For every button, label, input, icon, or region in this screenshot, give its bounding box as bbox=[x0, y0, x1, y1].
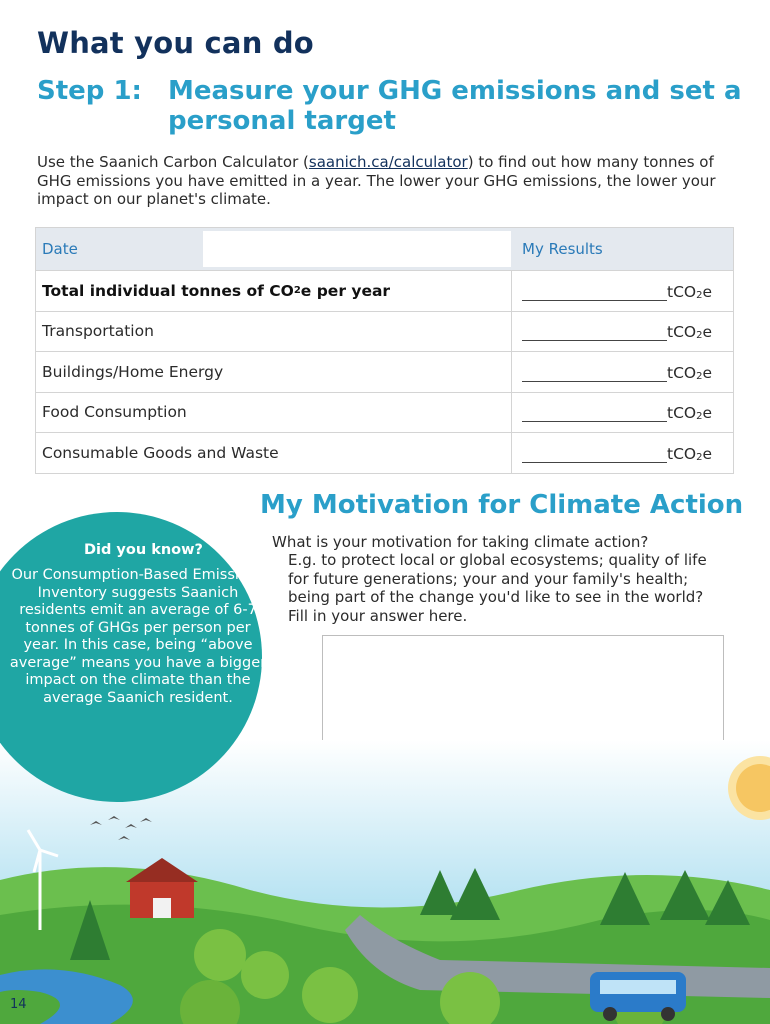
intro-text-before: Use the Saanich Carbon Calculator ( bbox=[37, 153, 309, 171]
result-field-goods-waste[interactable] bbox=[512, 433, 733, 473]
intro-paragraph bbox=[37, 153, 727, 209]
row-label-total-sub: 2 bbox=[293, 285, 301, 297]
unit-suffix: e bbox=[702, 404, 713, 422]
did-you-know-title: Did you know? bbox=[84, 542, 203, 558]
unit-suffix: e bbox=[702, 444, 713, 463]
row-label-goods-waste: Consumable Goods and Waste bbox=[36, 433, 512, 473]
unit-suffix: e bbox=[702, 323, 713, 341]
page-number: 14 bbox=[10, 997, 27, 1012]
table-row-food bbox=[36, 392, 733, 433]
blank-line[interactable] bbox=[522, 449, 667, 463]
result-field-buildings[interactable] bbox=[512, 352, 733, 392]
date-input-field[interactable] bbox=[202, 230, 512, 268]
unit-sub: 2 bbox=[696, 370, 703, 382]
motivation-examples: E.g. to protect local or global ecosystems; quality of life for future generations; your and your family's health; being part of the change you'd like to see in the world? Fill in your answer here. bbox=[288, 551, 707, 625]
row-label-buildings: Buildings/Home Energy bbox=[36, 352, 512, 392]
unit-prefix: tCO bbox=[667, 282, 697, 301]
unit-sub: 2 bbox=[696, 451, 703, 463]
unit-prefix: tCO bbox=[667, 404, 697, 422]
blank-line[interactable] bbox=[522, 287, 667, 301]
my-results-label: My Results bbox=[522, 240, 603, 258]
table-header-row bbox=[36, 228, 733, 270]
motivation-question: What is your motivation for taking climate action? bbox=[272, 533, 649, 551]
table-row-goods-waste bbox=[36, 432, 733, 473]
unit-prefix: tCO bbox=[667, 323, 697, 341]
results-table bbox=[35, 227, 734, 474]
unit-suffix: e bbox=[702, 363, 713, 382]
row-label-total-suffix: e per year bbox=[300, 281, 391, 300]
table-row-transportation bbox=[36, 311, 733, 352]
blank-line[interactable] bbox=[522, 327, 667, 341]
blank-line[interactable] bbox=[522, 368, 667, 382]
intro-text-after: ) to find out how many tonnes of GHG emissions you have emitted in a year. The lower your GHG emissions, the lower your impact on our planet's climate. bbox=[37, 153, 716, 208]
step-label: Step 1: bbox=[37, 76, 142, 106]
row-label-transportation: Transportation bbox=[36, 312, 512, 352]
table-row-buildings bbox=[36, 351, 733, 392]
step-heading: Measure your GHG emissions and set a personal target bbox=[168, 76, 742, 136]
row-label-total bbox=[36, 271, 512, 311]
unit-sub: 2 bbox=[696, 411, 703, 422]
did-you-know-body: Our Consumption-Based Emissions Inventory suggests Saanich residents emit an average of 6-7 tonnes of GHGs per person per year. In this case, being “above average” means you have a bigger impact on the climate than the average Saanich resident. bbox=[9, 567, 267, 706]
calculator-link[interactable]: saanich.ca/calculator bbox=[308, 153, 468, 171]
unit-suffix: e bbox=[702, 282, 713, 301]
motivation-title: My Motivation for Climate Action bbox=[260, 490, 744, 520]
motivation-answer-box[interactable] bbox=[322, 635, 724, 753]
result-field-total[interactable] bbox=[512, 271, 733, 311]
page-title: What you can do bbox=[37, 26, 314, 60]
row-label-food: Food Consumption bbox=[36, 393, 512, 433]
unit-sub: 2 bbox=[696, 330, 703, 341]
date-label: Date bbox=[42, 240, 78, 258]
unit-prefix: tCO bbox=[667, 363, 697, 382]
unit-sub: 2 bbox=[696, 289, 703, 301]
row-label-total-prefix: Total individual tonnes of CO bbox=[42, 281, 294, 300]
result-field-food[interactable] bbox=[512, 393, 733, 433]
unit-prefix: tCO bbox=[667, 444, 697, 463]
result-field-transportation[interactable] bbox=[512, 312, 733, 352]
table-row-total bbox=[36, 270, 733, 311]
blank-line[interactable] bbox=[522, 408, 667, 422]
